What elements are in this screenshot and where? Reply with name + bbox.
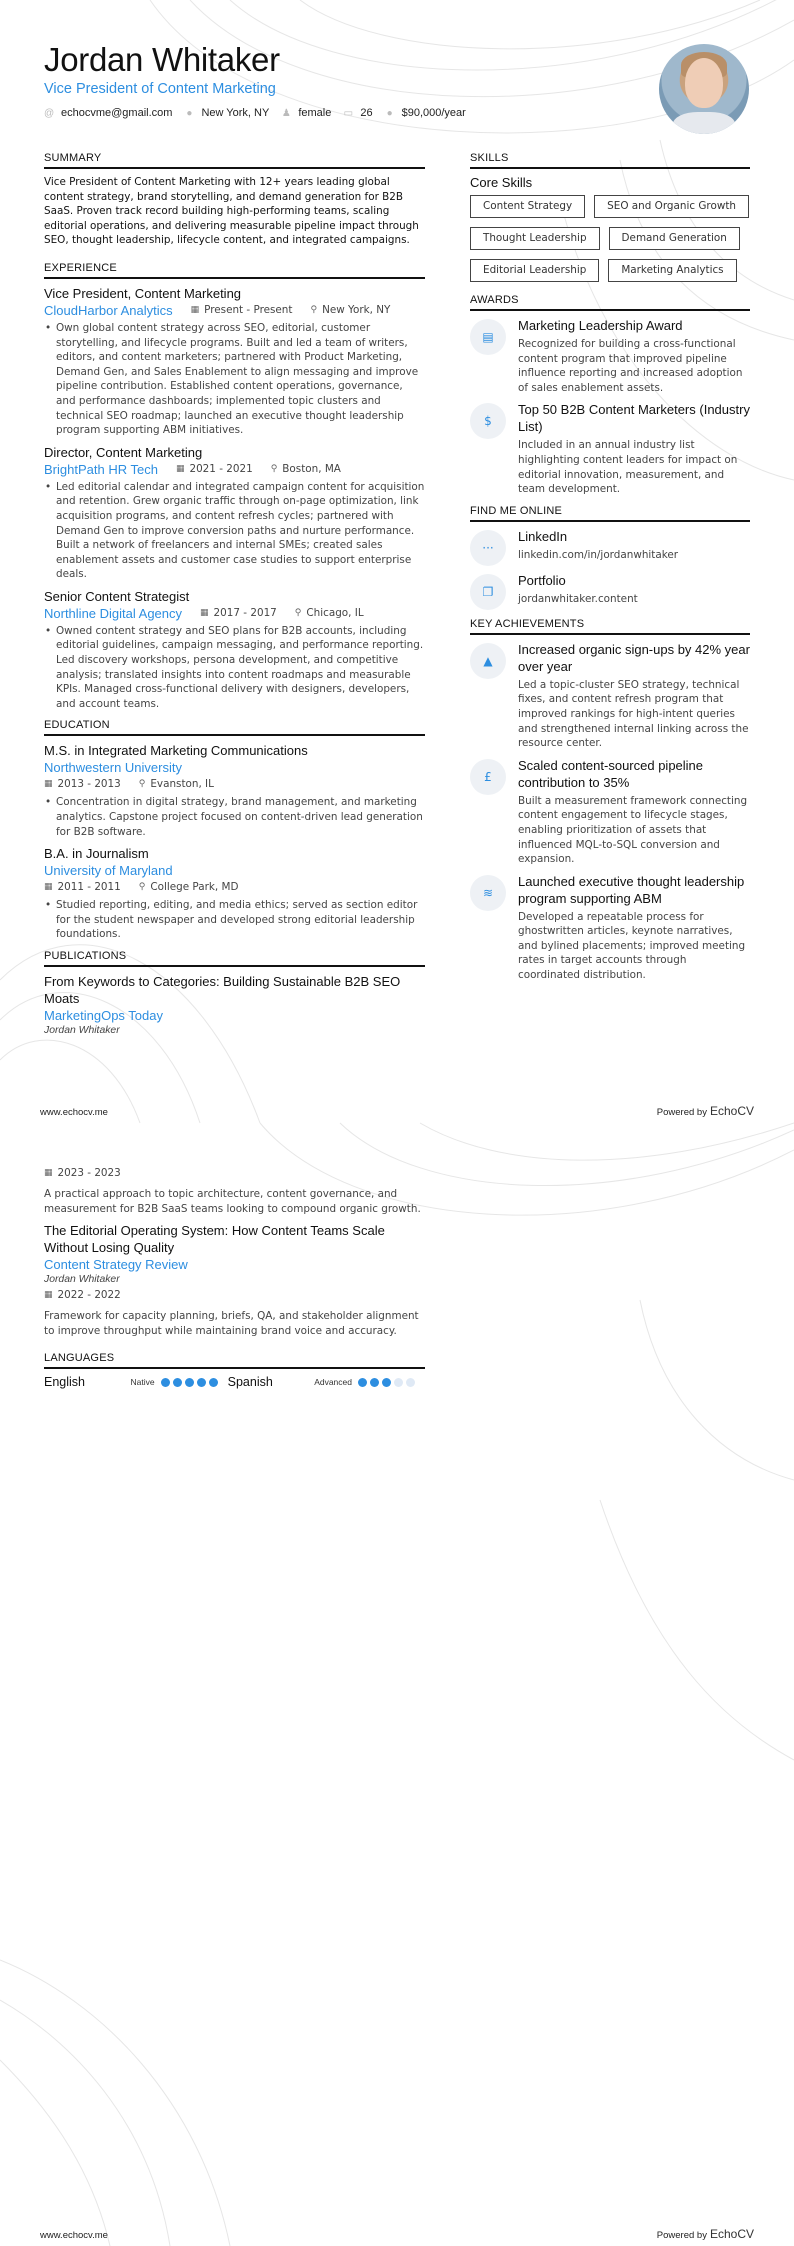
degree: B.A. in Journalism bbox=[44, 846, 149, 862]
achievement-description: Developed a repeatable process for ghostwritten articles, keynote narratives, and bylined placements; improved meeting rates in target accounts through coordinated distribution. bbox=[518, 910, 746, 982]
skills-section bbox=[470, 152, 750, 282]
award-title: Top 50 B2B Content Marketers (Industry List) bbox=[518, 402, 750, 435]
online-profile-link[interactable]: linkedin.com/in/jordanwhitaker bbox=[518, 548, 679, 561]
achievement-title: Scaled content-sourced pipeline contribution to 35% bbox=[518, 757, 704, 790]
contact-email[interactable] bbox=[44, 107, 172, 119]
section-heading: LANGUAGES bbox=[44, 1352, 425, 1369]
calendar-icon: ▦ bbox=[44, 779, 53, 790]
job-location: Chicago, IL bbox=[306, 606, 364, 619]
summary-section bbox=[44, 152, 425, 248]
online-profile-label: LinkedIn bbox=[518, 528, 568, 544]
education-section bbox=[44, 719, 425, 942]
candidate-title: Vice President of Content Marketing bbox=[44, 81, 276, 97]
find-me-online-section bbox=[470, 505, 750, 610]
job-dates: 2021 - 2021 bbox=[189, 462, 253, 475]
job-role: Vice President, Content Marketing bbox=[44, 285, 242, 301]
education-dates: 2011 - 2011 bbox=[57, 881, 121, 894]
achievement-item bbox=[470, 873, 750, 983]
job-role: Director, Content Marketing bbox=[44, 444, 203, 460]
calendar-icon: ▦ bbox=[175, 463, 185, 474]
calendar-icon: ▦ bbox=[44, 1168, 53, 1178]
contact-location-value: New York, NY bbox=[201, 107, 270, 119]
contact-age bbox=[343, 107, 372, 119]
profile-photo bbox=[659, 44, 749, 134]
online-profile-item[interactable] bbox=[470, 572, 750, 610]
key-achievements-section bbox=[470, 618, 750, 983]
contact-gender-value: female bbox=[298, 107, 332, 119]
skill-chip: Marketing Analytics bbox=[608, 259, 736, 282]
calendar-icon: ▦ bbox=[44, 882, 53, 893]
experience-entry bbox=[44, 444, 425, 582]
award-item bbox=[470, 401, 750, 496]
calendar-icon: ▦ bbox=[200, 607, 209, 618]
at-icon: @ bbox=[44, 107, 55, 119]
calendar-icon: ▭ bbox=[343, 107, 354, 119]
achievement-description: Led a topic-cluster SEO strategy, technical fixes, and content refresh program that improved rankings for high-intent queries and strengthened internal linking across the resource center. bbox=[518, 678, 749, 750]
school-name: Northwestern University bbox=[44, 760, 182, 776]
job-description: • Owned content strategy and SEO plans for B2B accounts, including editorial guidelines, campaign messaging, and performance reporting. Led discovery workshops, persona development, and competitive analysis; translated insights into content roadmaps and measurable KPIs. Managed cross-functional delivery with designers, developers, and account teams. bbox=[44, 624, 425, 712]
publications-section bbox=[44, 950, 425, 1038]
language-name: English bbox=[44, 1375, 85, 1390]
awards-section bbox=[470, 294, 750, 497]
powered-by-label: Powered by bbox=[656, 1107, 707, 1118]
dollar-circle-icon: $ bbox=[470, 403, 506, 439]
section-heading: FIND ME ONLINE bbox=[470, 505, 750, 522]
achievement-description: Built a measurement framework connecting content engagement to lifecycle stages, enabling prioritization of assets that influenced MQL-to-SQL conversion and expansion. bbox=[518, 794, 748, 866]
location-pin-icon: ⚲ bbox=[138, 882, 146, 893]
language-name: Spanish bbox=[227, 1375, 273, 1390]
publication-entry-continued bbox=[44, 1165, 425, 1216]
award-item bbox=[470, 317, 750, 395]
brand-logo: EchoCV bbox=[709, 2227, 754, 2241]
award-title: Marketing Leadership Award bbox=[518, 318, 683, 333]
online-profile-item[interactable] bbox=[470, 528, 750, 566]
location-pin-icon: ● bbox=[186, 107, 193, 119]
education-entry bbox=[44, 742, 425, 839]
database-icon: ≋ bbox=[470, 875, 506, 911]
page-footer bbox=[40, 1104, 754, 1118]
languages-list bbox=[44, 1375, 425, 1389]
publication-dates: 2022 - 2022 bbox=[57, 1289, 121, 1302]
dollar-icon: ● bbox=[386, 107, 393, 119]
job-description: • Own global content strategy across SEO, editorial, customer storytelling, and lifecycle programs. Built and led a team of writers, editors, and content marketers; partnered with Product Marketing, Demand Gen, and Sales Enablement to align messaging and improve pipeline contribution. Established content operations, governance, and performance dashboards; implemented topic clusters and technical SEO roadmap; launched an executive thought leadership program supporting ABM initiatives. bbox=[44, 321, 425, 438]
experience-entry bbox=[44, 285, 425, 438]
achievement-item bbox=[470, 641, 750, 751]
contact-salary-value: $90,000/year bbox=[401, 107, 466, 119]
experience-entry bbox=[44, 588, 425, 712]
achievement-item bbox=[470, 757, 750, 867]
left-column bbox=[44, 152, 425, 1044]
contact-location bbox=[184, 107, 269, 119]
proficiency-dots bbox=[358, 1378, 415, 1387]
resume-header bbox=[44, 40, 604, 119]
publication-author: Jordan Whitaker bbox=[44, 1274, 120, 1286]
footer-website-link[interactable]: www.echocv.me bbox=[40, 1107, 108, 1118]
location-pin-icon: ⚲ bbox=[138, 779, 146, 790]
education-description: • Studied reporting, editing, and media ethics; served as section editor for the student newspaper and developed strong editorial leadership foundations. bbox=[44, 898, 425, 942]
contact-gender bbox=[281, 107, 331, 119]
experience-section bbox=[44, 262, 425, 711]
copy-check-icon: ❐ bbox=[470, 574, 506, 610]
online-profile-label: Portfolio bbox=[518, 572, 566, 588]
skills-subheading: Core Skills bbox=[470, 175, 533, 190]
contact-email-value: echocvme@gmail.com bbox=[61, 107, 173, 119]
publication-title: From Keywords to Categories: Building Sustainable B2B SEO Moats bbox=[44, 974, 401, 1006]
language-level: Advanced bbox=[314, 1377, 352, 1388]
job-role: Senior Content Strategist bbox=[44, 588, 190, 604]
education-entry bbox=[44, 845, 425, 942]
job-location: Boston, MA bbox=[282, 462, 341, 475]
section-heading: AWARDS bbox=[470, 294, 750, 311]
section-heading: KEY ACHIEVEMENTS bbox=[470, 618, 750, 635]
bell-icon: ▲ bbox=[470, 643, 506, 679]
skill-chip: SEO and Organic Growth bbox=[594, 195, 749, 218]
publication-dates: 2023 - 2023 bbox=[57, 1167, 121, 1179]
publisher-name: Content Strategy Review bbox=[44, 1257, 188, 1273]
brand-logo: EchoCV bbox=[709, 1104, 754, 1118]
school-name: University of Maryland bbox=[44, 863, 173, 879]
company-name: BrightPath HR Tech bbox=[44, 461, 158, 477]
calendar-icon: ▦ bbox=[190, 304, 200, 315]
section-heading: SUMMARY bbox=[44, 152, 425, 169]
contact-salary bbox=[385, 107, 466, 119]
publication-entry bbox=[44, 973, 425, 1038]
job-dates: Present - Present bbox=[204, 303, 293, 316]
summary-text: Vice President of Content Marketing with 12+ years leading global content strategy, brand storytelling, and demand generation for B2B SaaS. Proven track record building high-performing teams, scaling editorial operations, and delivering measurable pipeline impact through SEO, thought leadership, lifecycle content, and integrated campaigns. bbox=[44, 176, 419, 247]
skill-chip: Demand Generation bbox=[609, 227, 740, 250]
ellipsis-icon: ··· bbox=[470, 530, 506, 566]
location-pin-icon: ⚲ bbox=[294, 607, 302, 618]
location-pin-icon: ⚲ bbox=[310, 304, 318, 315]
pound-circle-icon: £ bbox=[470, 759, 506, 795]
publication-description: A practical approach to topic architecture, content governance, and measurement for B2B SaaS teams looking to compound organic growth. bbox=[44, 1188, 421, 1215]
proficiency-dots bbox=[161, 1378, 218, 1387]
person-icon: ♟ bbox=[281, 107, 291, 119]
contact-info bbox=[44, 107, 604, 119]
publisher-name: MarketingOps Today bbox=[44, 1008, 163, 1023]
award-description: Included in an annual industry list highlighting content leaders for impact on editorial innovation, measurement, and team development. bbox=[518, 439, 738, 496]
location-pin-icon: ⚲ bbox=[270, 463, 278, 474]
company-name: CloudHarbor Analytics bbox=[44, 302, 173, 318]
publication-description: Framework for capacity planning, briefs, QA, and stakeholder alignment to improve throughput while maintaining brand voice and accuracy. bbox=[44, 1310, 419, 1337]
document-check-icon: ▤ bbox=[470, 319, 506, 355]
education-dates: 2013 - 2013 bbox=[57, 778, 121, 791]
achievement-title: Increased organic sign-ups by 42% year over year bbox=[518, 641, 750, 674]
skill-chip: Content Strategy bbox=[470, 195, 585, 218]
footer-website-link[interactable]: www.echocv.me bbox=[40, 2230, 108, 2241]
powered-by-label: Powered by bbox=[656, 2230, 707, 2241]
online-profile-link[interactable]: jordanwhitaker.content bbox=[518, 592, 638, 605]
publication-entry bbox=[44, 1222, 425, 1338]
company-name: Northline Digital Agency bbox=[44, 605, 183, 621]
section-heading: SKILLS bbox=[470, 152, 750, 169]
skill-chip: Thought Leadership bbox=[470, 227, 600, 250]
education-description: • Concentration in digital strategy, brand management, and marketing analytics. Capstone project focused on content-driven lead generation for B2B software. bbox=[44, 795, 425, 839]
education-location: Evanston, IL bbox=[150, 778, 214, 791]
right-column bbox=[470, 152, 750, 989]
job-dates: 2017 - 2017 bbox=[213, 606, 277, 619]
section-heading: PUBLICATIONS bbox=[44, 950, 425, 967]
contact-age-value: 26 bbox=[360, 107, 373, 119]
publication-title: The Editorial Operating System: How Content Teams Scale Without Losing Quality bbox=[44, 1223, 385, 1256]
languages-section bbox=[44, 1352, 425, 1389]
achievement-title: Launched executive thought leadership program supporting ABM bbox=[518, 873, 745, 906]
page-footer bbox=[40, 2227, 754, 2241]
section-heading: EXPERIENCE bbox=[44, 262, 425, 279]
education-location: College Park, MD bbox=[150, 881, 239, 894]
candidate-name: Jordan Whitaker bbox=[44, 41, 280, 78]
section-heading: EDUCATION bbox=[44, 719, 425, 736]
left-column-continued bbox=[44, 1165, 425, 1389]
award-description: Recognized for building a cross-functional content program that improved pipeline influence reporting and increased adoption of sales enablement assets. bbox=[518, 338, 743, 394]
job-description: • Led editorial calendar and integrated campaign content for acquisition and retention. Grew organic traffic through on-page optimization, link acquisition programs, and content refresh cycles; partnered with Demand Gen to improve conversion paths and nurture performance. Built a network of freelancers and internal SMEs; created sales enablement assets and customer case studies to support enterprise deals. bbox=[44, 480, 425, 582]
publication-author: Jordan Whitaker bbox=[44, 1025, 120, 1036]
skills-list bbox=[470, 195, 750, 282]
job-location: New York, NY bbox=[322, 303, 391, 316]
calendar-icon: ▦ bbox=[44, 1290, 53, 1301]
skill-chip: Editorial Leadership bbox=[470, 259, 599, 282]
resume-page-2 bbox=[0, 1123, 794, 2246]
language-level: Native bbox=[130, 1377, 155, 1388]
degree: M.S. in Integrated Marketing Communications bbox=[44, 743, 308, 759]
